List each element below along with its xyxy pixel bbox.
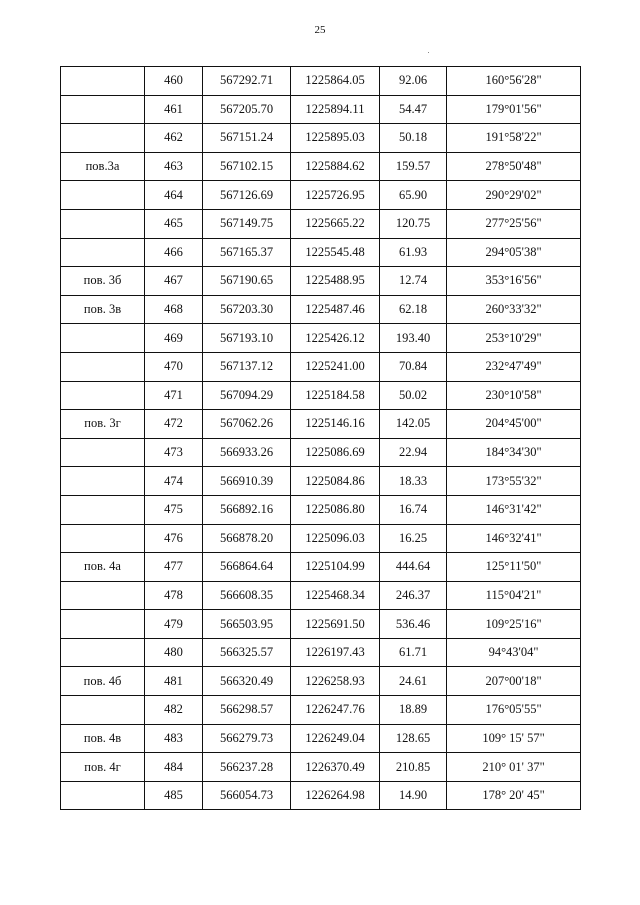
segment-length-cell: 128.65 [380,724,447,753]
bearing-angle-cell: 109° 15' 57" [447,724,581,753]
table-row [61,324,581,353]
x-coordinate-cell: 566864.64 [203,553,291,582]
table-row [61,267,581,296]
point-number-cell: 471 [145,381,203,410]
coordinates-table-body [61,67,581,810]
bearing-angle-cell: 204°45'00" [447,410,581,439]
y-coordinate-cell: 1225086.69 [291,438,380,467]
point-number-cell: 475 [145,495,203,524]
y-coordinate-cell: 1225665.22 [291,209,380,238]
table-row [61,152,581,181]
point-number-cell: 477 [145,553,203,582]
point-number-cell: 480 [145,638,203,667]
segment-length-cell: 142.05 [380,410,447,439]
bearing-angle-cell: 173°55'32" [447,467,581,496]
table-row [61,638,581,667]
y-coordinate-cell: 1225487.46 [291,295,380,324]
point-number-cell: 466 [145,238,203,267]
table-row [61,381,581,410]
table-row [61,581,581,610]
turn-label-cell [61,181,145,210]
bearing-angle-cell: 277°25'56" [447,209,581,238]
x-coordinate-cell: 567203.30 [203,295,291,324]
turn-label-cell [61,524,145,553]
x-coordinate-cell: 566892.16 [203,495,291,524]
x-coordinate-cell: 567062.26 [203,410,291,439]
point-number-cell: 484 [145,753,203,782]
turn-label-cell: пов. 4а [61,553,145,582]
y-coordinate-cell: 1225894.11 [291,95,380,124]
table-row [61,724,581,753]
point-number-cell: 460 [145,67,203,96]
y-coordinate-cell: 1226247.76 [291,696,380,725]
segment-length-cell: 16.25 [380,524,447,553]
point-number-cell: 478 [145,581,203,610]
table-row [61,181,581,210]
point-number-cell: 464 [145,181,203,210]
bearing-angle-cell: 232°47'49" [447,352,581,381]
turn-label-cell: пов. 3г [61,410,145,439]
turn-label-cell [61,67,145,96]
bearing-angle-cell: 353°16'56" [447,267,581,296]
turn-label-cell: пов.3а [61,152,145,181]
turn-label-cell: пов. 3б [61,267,145,296]
segment-length-cell: 210.85 [380,753,447,782]
y-coordinate-cell: 1225084.86 [291,467,380,496]
x-coordinate-cell: 566910.39 [203,467,291,496]
x-coordinate-cell: 567193.10 [203,324,291,353]
bearing-angle-cell: 125°11'50" [447,553,581,582]
table-row [61,352,581,381]
bearing-angle-cell: 146°32'41" [447,524,581,553]
y-coordinate-cell: 1225691.50 [291,610,380,639]
segment-length-cell: 24.61 [380,667,447,696]
x-coordinate-cell: 566298.57 [203,696,291,725]
y-coordinate-cell: 1225086.80 [291,495,380,524]
point-number-cell: 465 [145,209,203,238]
bearing-angle-cell: 191°58'22" [447,124,581,153]
bearing-angle-cell: 230°10'58" [447,381,581,410]
y-coordinate-cell: 1226258.93 [291,667,380,696]
table-row [61,209,581,238]
x-coordinate-cell: 566608.35 [203,581,291,610]
bearing-angle-cell: 94°43'04" [447,638,581,667]
scan-speck [428,52,429,53]
point-number-cell: 462 [145,124,203,153]
y-coordinate-cell: 1225545.48 [291,238,380,267]
y-coordinate-cell: 1225884.62 [291,152,380,181]
x-coordinate-cell: 567292.71 [203,67,291,96]
y-coordinate-cell: 1226197.43 [291,638,380,667]
segment-length-cell: 18.89 [380,696,447,725]
point-number-cell: 468 [145,295,203,324]
x-coordinate-cell: 566503.95 [203,610,291,639]
table-row [61,238,581,267]
bearing-angle-cell: 146°31'42" [447,495,581,524]
coordinates-table [60,66,581,810]
y-coordinate-cell: 1225146.16 [291,410,380,439]
segment-length-cell: 50.02 [380,381,447,410]
point-number-cell: 461 [145,95,203,124]
segment-length-cell: 120.75 [380,209,447,238]
table-row [61,667,581,696]
turn-label-cell [61,209,145,238]
turn-label-cell [61,352,145,381]
segment-length-cell: 18.33 [380,467,447,496]
table-row [61,781,581,810]
segment-length-cell: 61.93 [380,238,447,267]
point-number-cell: 473 [145,438,203,467]
y-coordinate-cell: 1226249.04 [291,724,380,753]
segment-length-cell: 16.74 [380,495,447,524]
segment-length-cell: 14.90 [380,781,447,810]
turn-label-cell [61,638,145,667]
segment-length-cell: 246.37 [380,581,447,610]
segment-length-cell: 159.57 [380,152,447,181]
point-number-cell: 483 [145,724,203,753]
x-coordinate-cell: 567165.37 [203,238,291,267]
bearing-angle-cell: 179°01'56" [447,95,581,124]
y-coordinate-cell: 1226264.98 [291,781,380,810]
point-number-cell: 474 [145,467,203,496]
bearing-angle-cell: 160°56'28" [447,67,581,96]
turn-label-cell: пов. 4б [61,667,145,696]
y-coordinate-cell: 1226370.49 [291,753,380,782]
bearing-angle-cell: 290°29'02" [447,181,581,210]
bearing-angle-cell: 184°34'30" [447,438,581,467]
table-row [61,438,581,467]
bearing-angle-cell: 260°33'32" [447,295,581,324]
segment-length-cell: 193.40 [380,324,447,353]
x-coordinate-cell: 566933.26 [203,438,291,467]
segment-length-cell: 62.18 [380,295,447,324]
turn-label-cell [61,238,145,267]
x-coordinate-cell: 567151.24 [203,124,291,153]
turn-label-cell [61,324,145,353]
y-coordinate-cell: 1225468.34 [291,581,380,610]
point-number-cell: 476 [145,524,203,553]
y-coordinate-cell: 1225096.03 [291,524,380,553]
segment-length-cell: 92.06 [380,67,447,96]
y-coordinate-cell: 1225104.99 [291,553,380,582]
bearing-angle-cell: 210° 01' 37" [447,753,581,782]
y-coordinate-cell: 1225726.95 [291,181,380,210]
bearing-angle-cell: 253°10'29" [447,324,581,353]
turn-label-cell: пов. 4г [61,753,145,782]
segment-length-cell: 65.90 [380,181,447,210]
segment-length-cell: 54.47 [380,95,447,124]
point-number-cell: 481 [145,667,203,696]
bearing-angle-cell: 178° 20' 45" [447,781,581,810]
segment-length-cell: 536.46 [380,610,447,639]
turn-label-cell [61,581,145,610]
turn-label-cell [61,467,145,496]
segment-length-cell: 444.64 [380,553,447,582]
table-row [61,124,581,153]
y-coordinate-cell: 1225241.00 [291,352,380,381]
point-number-cell: 479 [145,610,203,639]
bearing-angle-cell: 207°00'18" [447,667,581,696]
point-number-cell: 467 [145,267,203,296]
table-row [61,67,581,96]
turn-label-cell [61,495,145,524]
x-coordinate-cell: 567205.70 [203,95,291,124]
y-coordinate-cell: 1225426.12 [291,324,380,353]
x-coordinate-cell: 567126.69 [203,181,291,210]
turn-label-cell: пов. 3в [61,295,145,324]
table-row [61,467,581,496]
turn-label-cell [61,781,145,810]
point-number-cell: 482 [145,696,203,725]
table-row [61,410,581,439]
table-row [61,295,581,324]
segment-length-cell: 50.18 [380,124,447,153]
x-coordinate-cell: 567102.15 [203,152,291,181]
x-coordinate-cell: 566320.49 [203,667,291,696]
y-coordinate-cell: 1225895.03 [291,124,380,153]
table-row [61,753,581,782]
bearing-angle-cell: 115°04'21" [447,581,581,610]
bearing-angle-cell: 278°50'48" [447,152,581,181]
page-number: 25 [314,24,326,36]
segment-length-cell: 22.94 [380,438,447,467]
segment-length-cell: 12.74 [380,267,447,296]
y-coordinate-cell: 1225864.05 [291,67,380,96]
point-number-cell: 463 [145,152,203,181]
y-coordinate-cell: 1225488.95 [291,267,380,296]
bearing-angle-cell: 109°25'16" [447,610,581,639]
bearing-angle-cell: 176°05'55" [447,696,581,725]
turn-label-cell [61,381,145,410]
bearing-angle-cell: 294°05'38" [447,238,581,267]
x-coordinate-cell: 567094.29 [203,381,291,410]
x-coordinate-cell: 566237.28 [203,753,291,782]
turn-label-cell [61,696,145,725]
segment-length-cell: 61.71 [380,638,447,667]
x-coordinate-cell: 567137.12 [203,352,291,381]
x-coordinate-cell: 566325.57 [203,638,291,667]
turn-label-cell [61,95,145,124]
turn-label-cell [61,124,145,153]
y-coordinate-cell: 1225184.58 [291,381,380,410]
point-number-cell: 469 [145,324,203,353]
x-coordinate-cell: 566054.73 [203,781,291,810]
table-row [61,524,581,553]
segment-length-cell: 70.84 [380,352,447,381]
turn-label-cell [61,438,145,467]
table-row [61,553,581,582]
x-coordinate-cell: 566878.20 [203,524,291,553]
table-row [61,495,581,524]
table-row [61,95,581,124]
point-number-cell: 470 [145,352,203,381]
turn-label-cell: пов. 4в [61,724,145,753]
point-number-cell: 472 [145,410,203,439]
table-row [61,696,581,725]
x-coordinate-cell: 566279.73 [203,724,291,753]
turn-label-cell [61,610,145,639]
x-coordinate-cell: 567190.65 [203,267,291,296]
point-number-cell: 485 [145,781,203,810]
x-coordinate-cell: 567149.75 [203,209,291,238]
table-row [61,610,581,639]
